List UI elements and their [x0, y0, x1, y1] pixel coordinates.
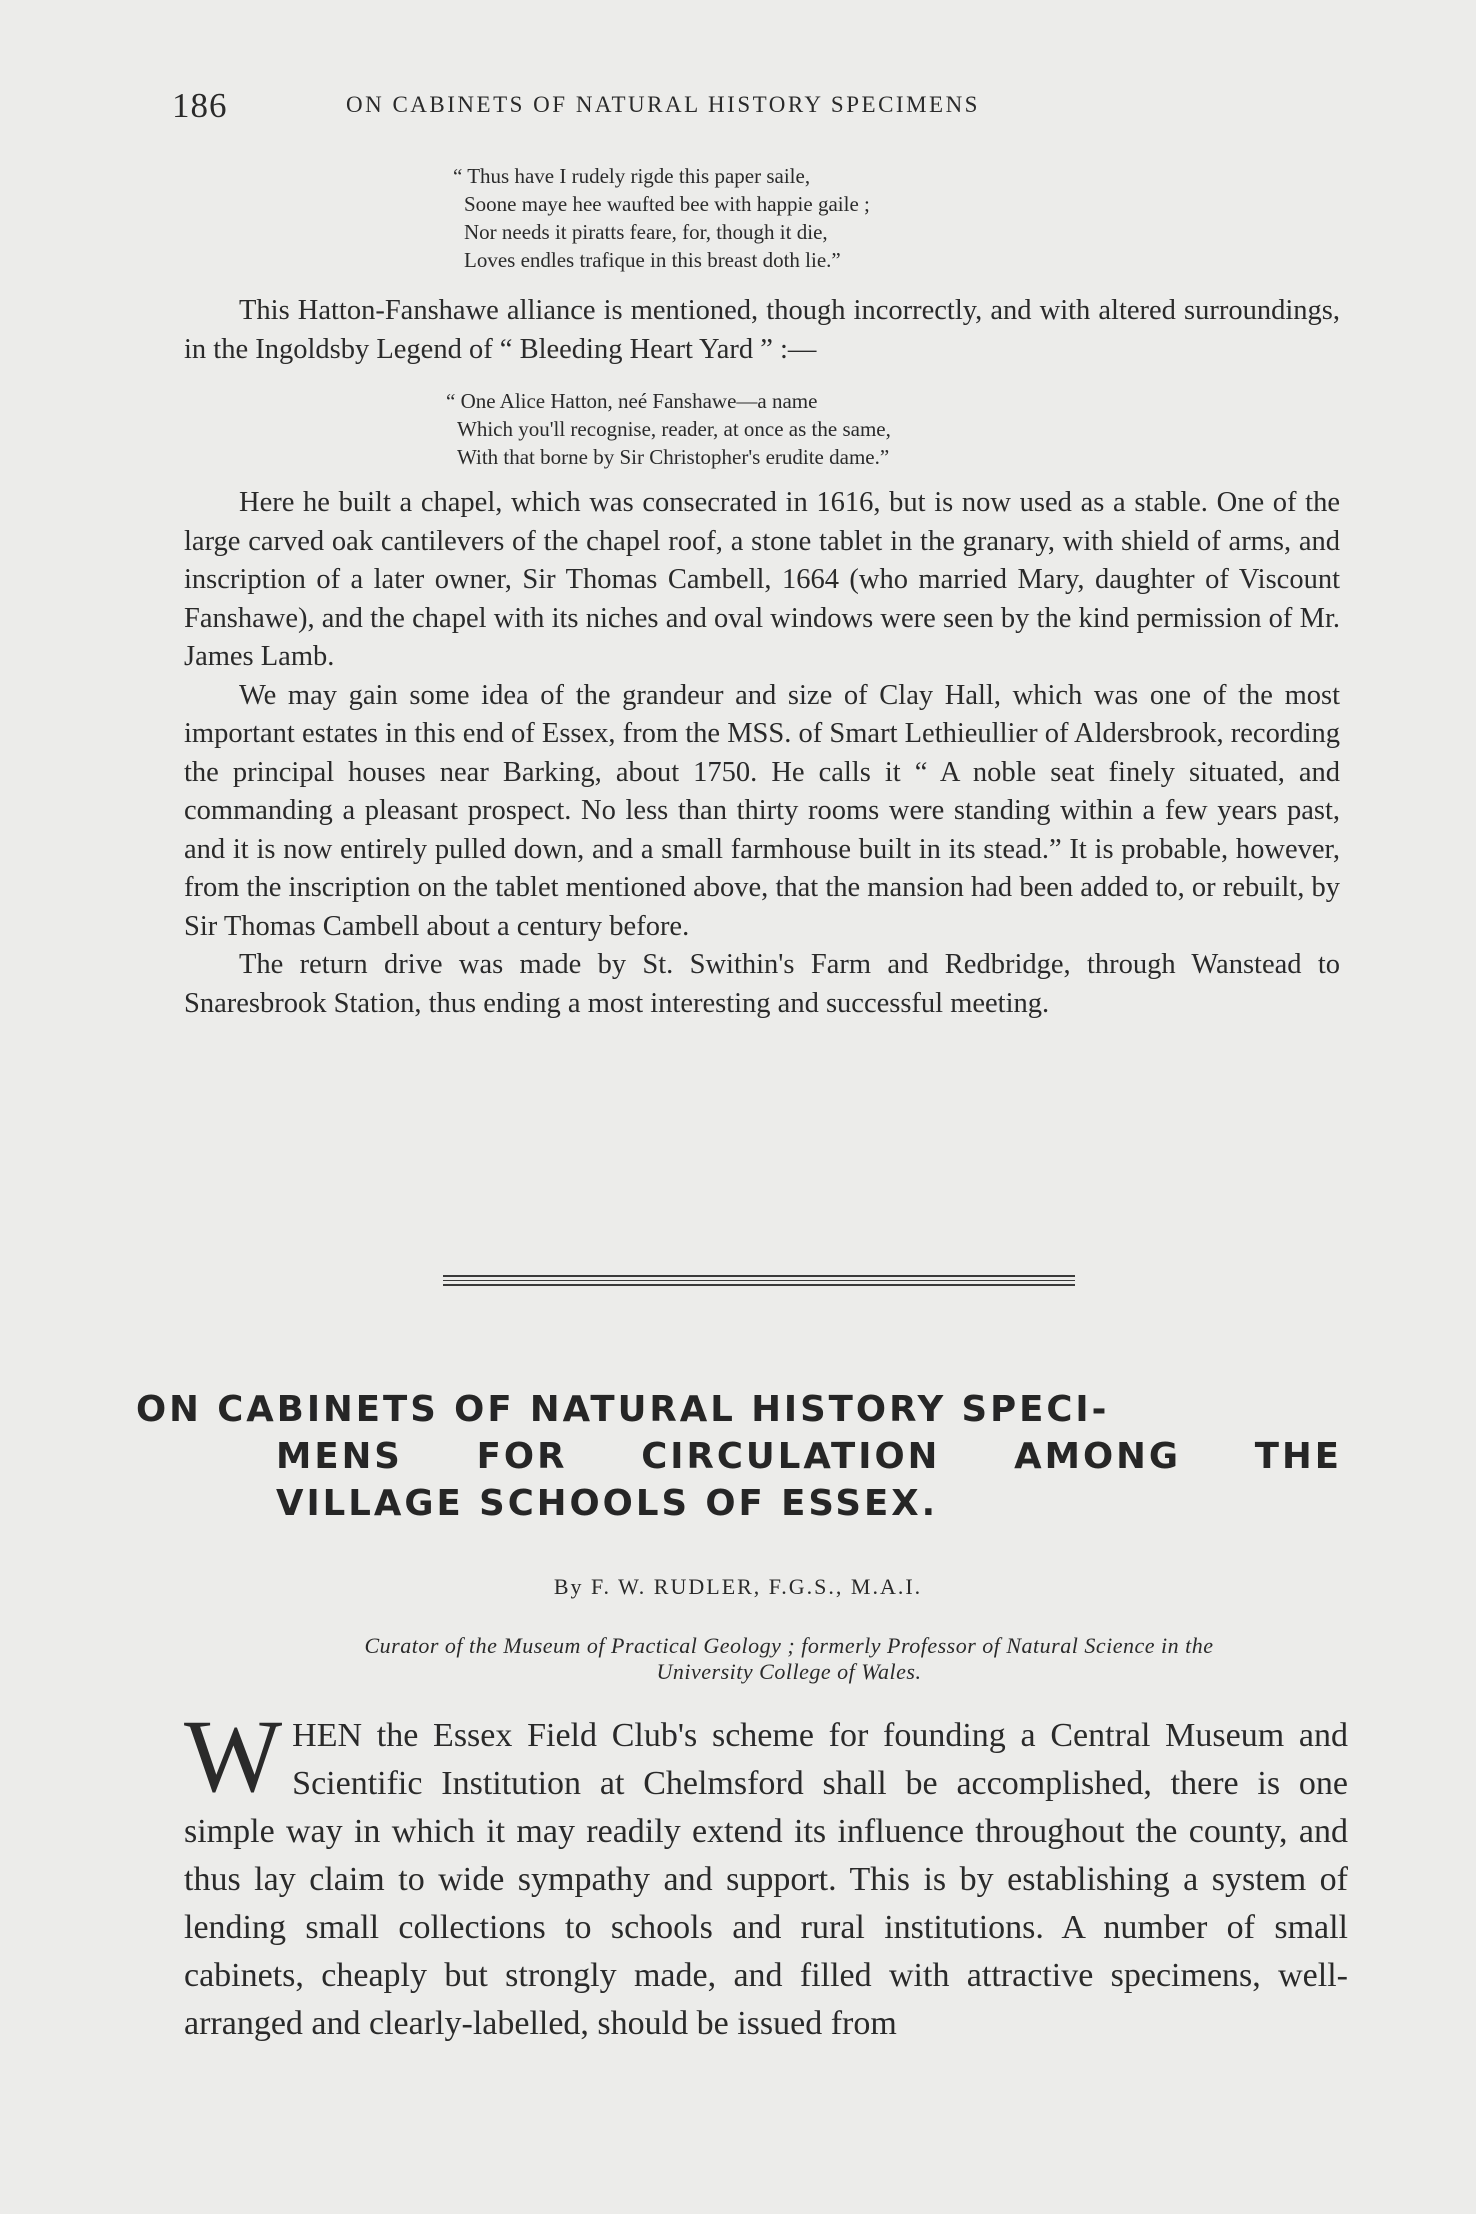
verse-line: Which you'll recognise, reader, at once as the same, — [457, 417, 891, 441]
paragraph-return-drive: The return drive was made by St. Swithin's Farm and Redbridge, through Wanstead to Snaresbrook Station, thus ending a most interesting and successful meeting. — [184, 949, 1340, 1019]
title-line: ON CABINETS OF NATURAL HISTORY SPECI- — [136, 1389, 1110, 1430]
title-line: MENS FOR CIRCULATION AMONG THE — [276, 1436, 1342, 1477]
paragraph-alliance-block — [184, 292, 1340, 369]
verse-line: “ One Alice Hatton, neé Fanshawe—a name — [446, 389, 818, 413]
article-title — [136, 1386, 1342, 1527]
title-line: VILLAGE SCHOOLS OF ESSEX. — [276, 1483, 939, 1524]
affiliation-line: Curator of the Museum of Practical Geology ; formerly Professor of Natural Science in the — [364, 1633, 1214, 1658]
article-intro — [184, 1699, 1348, 2048]
author-byline: By F. W. RUDLER, F.G.S., M.A.I. — [553, 1574, 923, 1599]
paragraph-clay-hall: We may gain some idea of the grandeur and size of Clay Hall, which was one of the most important estates in this end of Essex, from the MSS. of Smart Lethieullier of Aldersbrook, recording the principal houses near Barking, about 1750. He calls it “ A noble seat finely situated, and commanding a pleasant prospect. No less than thirty rooms were standing within a few years past, and it is now entirely pulled down, and a small farmhouse built in its stead.” It is probable, however, from the inscription on the tablet mentioned above, that the mansion had been added to, or rebuilt, by Sir Thomas Cambell about a century before. — [184, 679, 1340, 942]
paragraph-chapel: Here he built a chapel, which was consecrated in 1616, but is now used as a stable. One of the large carved oak cantilevers of the chapel roof, a stone tablet in the granary, with shield of arms, and inscription of a later owner, Sir Thomas Cambell, 1664 (who married Mary, daughter of Viscount Fanshawe), and the chapel with its niches and oval windows were seen by the kind permission of Mr. James Lamb. — [184, 487, 1340, 672]
affiliation-line: University College of Wales. — [656, 1659, 922, 1684]
running-title: ON CABINETS OF NATURAL HISTORY SPECIMENS — [346, 92, 980, 117]
verse-line: Loves endles trafique in this breast doth lie.” — [464, 248, 841, 272]
verse-line: With that borne by Sir Christopher's erudite dame.” — [457, 445, 890, 469]
paragraph-alliance: This Hatton-Fanshawe alliance is mentioned, though incorrectly, and with altered surroundings, in the Ingoldsby Legend of “ Bleeding Heart Yard ” :— — [184, 295, 1340, 365]
verse-quotation-2 — [446, 387, 891, 471]
verse-line: Nor needs it piratts feare, for, though it die, — [464, 220, 828, 244]
verse-line: Soone maye hee waufted bee with happie gaile ; — [464, 192, 870, 216]
page-number: 186 — [172, 86, 228, 125]
running-head — [172, 86, 1340, 126]
section-divider — [443, 1275, 1075, 1289]
intro-paragraph: HEN the Essex Field Club's scheme for founding a Central Museum and Scientific Institution at Chelmsford shall be accomplished, there is one simple way in which it may readily extend its influence throughout the county, and thus lay claim to wide sympathy and support. This is by establishing a system of lending small collections to schools and rural institutions. A number of small cabinets, cheaply but strongly made, and filled with attractive specimens, well-arranged and clearly-labelled, should be issued from — [184, 1717, 1348, 2042]
author-affiliation — [234, 1633, 1344, 1685]
verse-line: “ Thus have I rudely rigde this paper saile, — [453, 164, 811, 188]
drop-cap: W — [184, 1699, 279, 1814]
body-paragraphs — [184, 484, 1340, 1023]
verse-quotation-1 — [453, 162, 870, 274]
